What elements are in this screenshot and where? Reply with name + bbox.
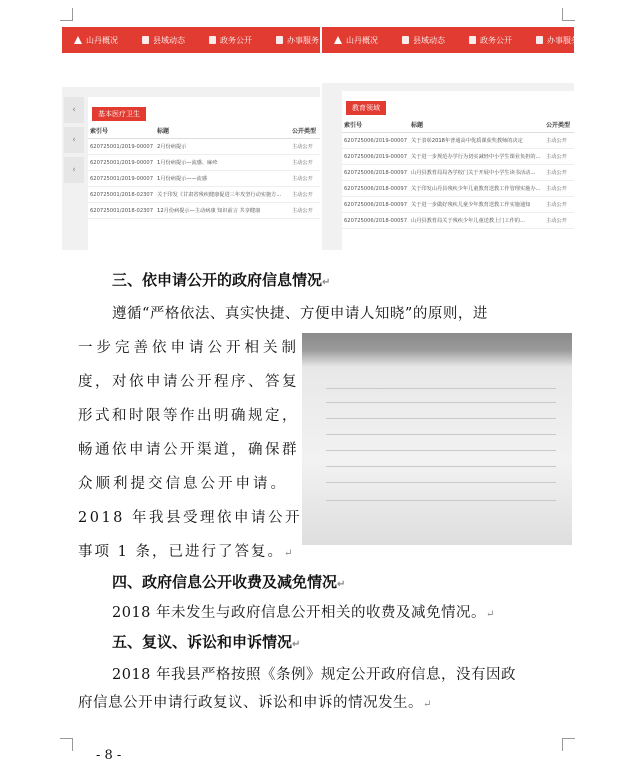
table-row[interactable]	[88, 139, 320, 155]
document-icon	[142, 36, 149, 44]
disclosure-type: 主动公开	[544, 165, 574, 181]
row-title-link[interactable]: 关于表彰2018年普通高中优质课获奖教师的决定	[409, 133, 544, 149]
disclosure-card	[342, 91, 574, 250]
table-row[interactable]	[88, 171, 320, 187]
crop-mark-bottom-right	[562, 738, 575, 751]
disclosure-type: 主动公开	[544, 181, 574, 197]
site-navbar	[322, 27, 579, 53]
disclosure-type: 主动公开	[544, 149, 574, 165]
index-number: 620725006/2018-00097	[342, 165, 409, 181]
section-3-line: 遵循“严格依法、真实快捷、方便申请人知晓”的原则，进	[112, 306, 488, 322]
prev-arrow[interactable]: ‹	[64, 97, 84, 123]
nav-item-overview[interactable]: 山丹概况	[322, 35, 390, 46]
index-number: 620725006/2019-00007	[342, 133, 409, 149]
clipboard-icon	[276, 36, 283, 44]
crop-mark-bottom-left	[60, 738, 73, 751]
form-row	[326, 411, 556, 419]
disclosure-type: 主动公开	[290, 187, 320, 203]
row-title-link[interactable]: 12月份病提示—主动病康 知识前言 共享健康	[155, 203, 290, 219]
page-number: - 8 -	[96, 748, 122, 763]
nav-item-news[interactable]: 县域动态	[130, 35, 197, 46]
disclosure-card	[88, 97, 320, 250]
section-4-heading: 四、政府信息公开收费及减免情况↵	[112, 573, 346, 591]
row-title-link[interactable]: 山丹县教育局局各学校门关于开展中小学生读书活动...	[409, 165, 544, 181]
table-row[interactable]	[342, 133, 574, 149]
disclosure-type: 主动公开	[290, 139, 320, 155]
index-number: 620725001/2019-00007	[88, 155, 155, 171]
table-row[interactable]	[342, 213, 574, 229]
disclosure-type: 主动公开	[290, 155, 320, 171]
row-title-link[interactable]: 关于印发山丹县残疾少年儿童教育送教工作管理实施办...	[409, 181, 544, 197]
form-row	[326, 381, 556, 389]
row-title-link[interactable]: 关于进一步规范办学行为切实减轻中小学生课业负担的...	[409, 149, 544, 165]
index-number: 620725006/2018-00057	[342, 213, 409, 229]
section-3-heading: 三、依申请公开的政府信息情况↵	[112, 271, 331, 289]
table-row[interactable]	[88, 203, 320, 219]
table-row[interactable]	[88, 187, 320, 203]
table-row[interactable]	[342, 197, 574, 213]
index-number: 620725006/2018-00097	[342, 197, 409, 213]
row-title-link[interactable]: 1月份病提示——流感	[155, 171, 290, 187]
section-5-line: 2018 年我县严格按照《条例》规定公开政府信息，没有因政	[112, 667, 517, 683]
disclosure-type: 主动公开	[290, 203, 320, 219]
application-form-photo	[302, 333, 572, 545]
section-3-line: 形式和时限等作出明确规定，	[78, 408, 299, 424]
disclosure-type: 主动公开	[544, 197, 574, 213]
form-row	[326, 395, 556, 403]
index-number: 620725001/2018-02307	[88, 187, 155, 203]
category-tag[interactable]: 基本医疗卫生	[92, 107, 146, 121]
prev-arrow[interactable]: ‹	[64, 127, 84, 153]
grid-icon	[469, 36, 476, 44]
disclosure-table: 索引号 标题 公开类型 620725001/2019-00007 2月份病提示 主动公开 620725001/2019-00007 1月份病提示—流感、麻疹 主动公开 620725001/2019-00007 1月份病提示——流感 主动公开 620725001/2018-02307 关于印发《甘肃省残疾健康促进三年攻坚行动实施方... 主动公开 620725001/2018-02307 12月份病提示—主动病康 知识前言 共享健康 主动公开	[88, 123, 320, 219]
crop-mark-top-left	[60, 8, 73, 21]
mountain-icon	[334, 36, 342, 44]
section-3-line: 2018 年我县受理依申请公开	[78, 510, 303, 526]
index-number: 620725001/2019-00007	[88, 139, 155, 155]
table-row[interactable]	[342, 149, 574, 165]
table-row[interactable]	[88, 155, 320, 171]
index-number: 620725001/2018-02307	[88, 203, 155, 219]
section-3-line: 畅通依申请公开渠道，确保群	[78, 442, 299, 458]
nav-item-overview[interactable]: 山丹概况	[62, 35, 130, 46]
index-number: 620725006/2018-00097	[342, 181, 409, 197]
nav-item-services[interactable]: 办事服务	[524, 35, 591, 46]
clipboard-icon	[536, 36, 543, 44]
screenshot-health-disclosure	[62, 27, 320, 250]
nav-item-gov-affairs[interactable]: 政务公开	[197, 35, 264, 46]
section-5-line: 府信息公开申请行政复议、诉讼和申诉的情况发生。↵	[78, 695, 432, 711]
form-row	[326, 427, 556, 435]
form-row	[326, 459, 556, 467]
section-5-heading: 五、复议、诉讼和申诉情况↵	[112, 633, 301, 651]
row-title-link[interactable]: 山丹县教育局关于残疾少年儿童送教上门工作的...	[409, 213, 544, 229]
nav-item-services[interactable]: 办事服务	[264, 35, 331, 46]
form-row	[326, 475, 556, 483]
index-number: 620725001/2019-00007	[88, 171, 155, 187]
row-title-link[interactable]: 关于印发《甘肃省残疾健康促进三年攻坚行动实施方...	[155, 187, 290, 203]
section-3-line: 事项 1 条，已进行了答复。↵	[78, 544, 295, 560]
disclosure-table: 索引号 标题 公开类型 620725006/2019-00007 关于表彰2018年普通高中优质课获奖教师的决定 主动公开 620725006/2019-00007 关于进一步规范办学行为切实减轻中小学生课业负担的... 主动公开 620725006/2018-00097 山丹县教育局局各学校门关于开展中小学生读书活动... 主动公开 620725006/2018-00097 关于印发山丹县残疾少年儿童教育送教工作管理实施办... 主动公开 620725006/2018-00097 关于进一步做好残疾儿童少年教育送教工作实施通知 主动公开 620725006/2018-00057 山丹县教育局关于残疾少年儿童送教上门工作的... 主动公开	[342, 117, 574, 229]
document-icon	[402, 36, 409, 44]
nav-item-gov-affairs[interactable]: 政务公开	[457, 35, 524, 46]
row-title-link[interactable]: 1月份病提示—流感、麻疹	[155, 155, 290, 171]
site-navbar	[62, 27, 320, 53]
category-tag[interactable]: 教育领域	[346, 101, 386, 115]
prev-arrow[interactable]: ‹	[64, 157, 84, 183]
crop-mark-top-right	[562, 8, 575, 21]
nav-item-news[interactable]: 县域动态	[390, 35, 457, 46]
mountain-icon	[74, 36, 82, 44]
disclosure-type: 主动公开	[544, 133, 574, 149]
section-4-line: 2018 年未发生与政府信息公开相关的收费及减免情况。↵	[112, 605, 495, 621]
disclosure-type: 主动公开	[544, 213, 574, 229]
section-3-line: 众顺利提交信息公开申请。	[78, 476, 288, 492]
disclosure-type: 主动公开	[290, 171, 320, 187]
table-row[interactable]	[342, 165, 574, 181]
row-title-link[interactable]: 关于进一步做好残疾儿童少年教育送教工作实施通知	[409, 197, 544, 213]
index-number: 620725006/2019-00007	[342, 149, 409, 165]
screenshot-education-disclosure	[322, 27, 579, 250]
table-row[interactable]	[342, 181, 574, 197]
row-title-link[interactable]: 2月份病提示	[155, 139, 290, 155]
section-3-line: 度，对依申请公开程序、答复	[78, 374, 299, 390]
section-3-line: 一步完善依申请公开相关制	[78, 340, 300, 356]
form-row	[326, 443, 556, 451]
form-row	[326, 493, 556, 501]
grid-icon	[209, 36, 216, 44]
